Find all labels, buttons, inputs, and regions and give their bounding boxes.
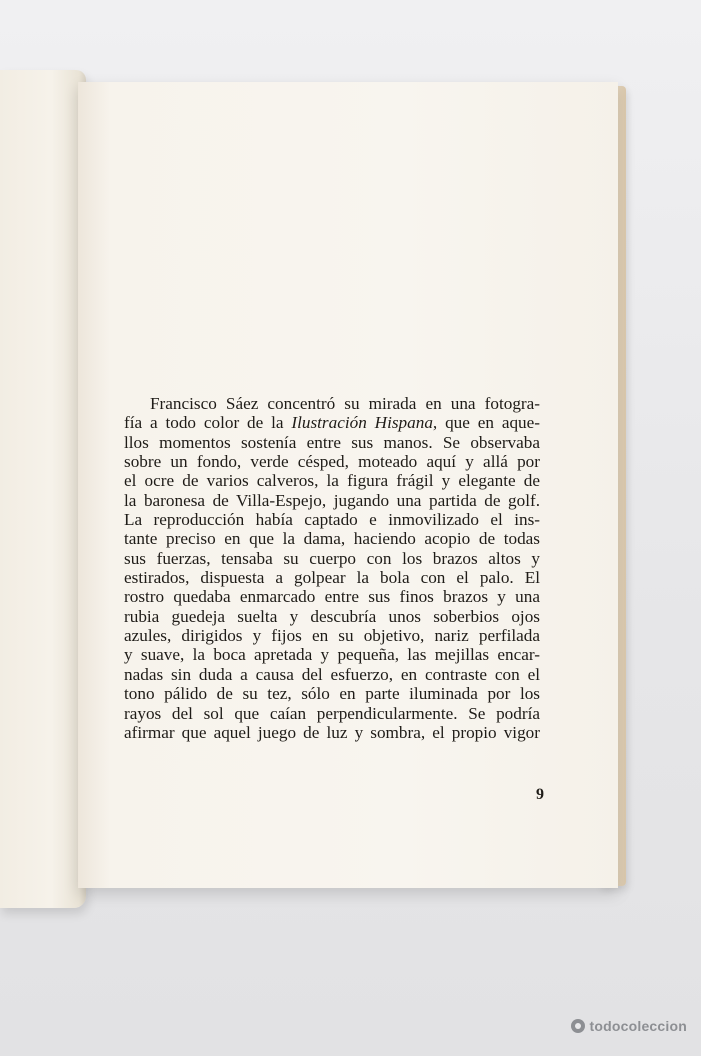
text-line: rostro quedaba enmarcado entre sus finos brazos y una xyxy=(124,587,540,607)
text-line: sus fuerzas, tensaba su cuerpo con los brazos altos y xyxy=(124,548,540,568)
text-line: tono pálido de su tez, sólo en parte iluminada por los xyxy=(124,684,540,704)
watermark-text: todocoleccion xyxy=(589,1018,687,1034)
text-line: nadas sin duda a causa del esfuerzo, en contraste con el xyxy=(124,664,540,684)
text-line: rayos del sol que caían perpendicularmente. Se podría xyxy=(124,703,540,723)
text-line: el ocre de varios calveros, la figura frágil y elegante de xyxy=(124,471,540,491)
watermark xyxy=(571,1018,688,1034)
page-number: 9 xyxy=(536,786,544,803)
todocoleccion-logo-icon xyxy=(571,1019,585,1033)
text-line: y suave, la boca apretada y pequeña, las mejillas encar- xyxy=(124,645,540,665)
text-line: afirmar que aquel juego de luz y sombra, el propio vigor xyxy=(124,722,540,742)
text-line: llos momentos sostenía entre sus manos. Se observaba xyxy=(124,432,540,452)
left-page xyxy=(0,70,86,908)
text-line: rubia guedeja suelta y descubría unos soberbios ojos xyxy=(124,606,540,626)
text-line: Francisco Sáez concentró su mirada en una fotogra- xyxy=(150,394,540,413)
body-paragraph xyxy=(124,394,540,742)
text-line: La reproducción había captado e inmovilizado el ins- xyxy=(124,510,540,530)
italic-title: Ilustración Hispana xyxy=(291,413,433,433)
text-line: fía a todo color de la Ilustración Hispana, que en aque- xyxy=(124,413,540,433)
text-line: azules, dirigidos y fijos en su objetivo, nariz perfilada xyxy=(124,626,540,646)
text-line: sobre un fondo, verde césped, moteado aquí y allá por xyxy=(124,452,540,472)
text-line: estirados, dispuesta a golpear la bola con el palo. El xyxy=(124,568,540,588)
text-line: tante preciso en que la dama, haciendo acopio de todas xyxy=(124,529,540,549)
text-line: la baronesa de Villa-Espejo, jugando una partida de golf. xyxy=(124,490,540,510)
